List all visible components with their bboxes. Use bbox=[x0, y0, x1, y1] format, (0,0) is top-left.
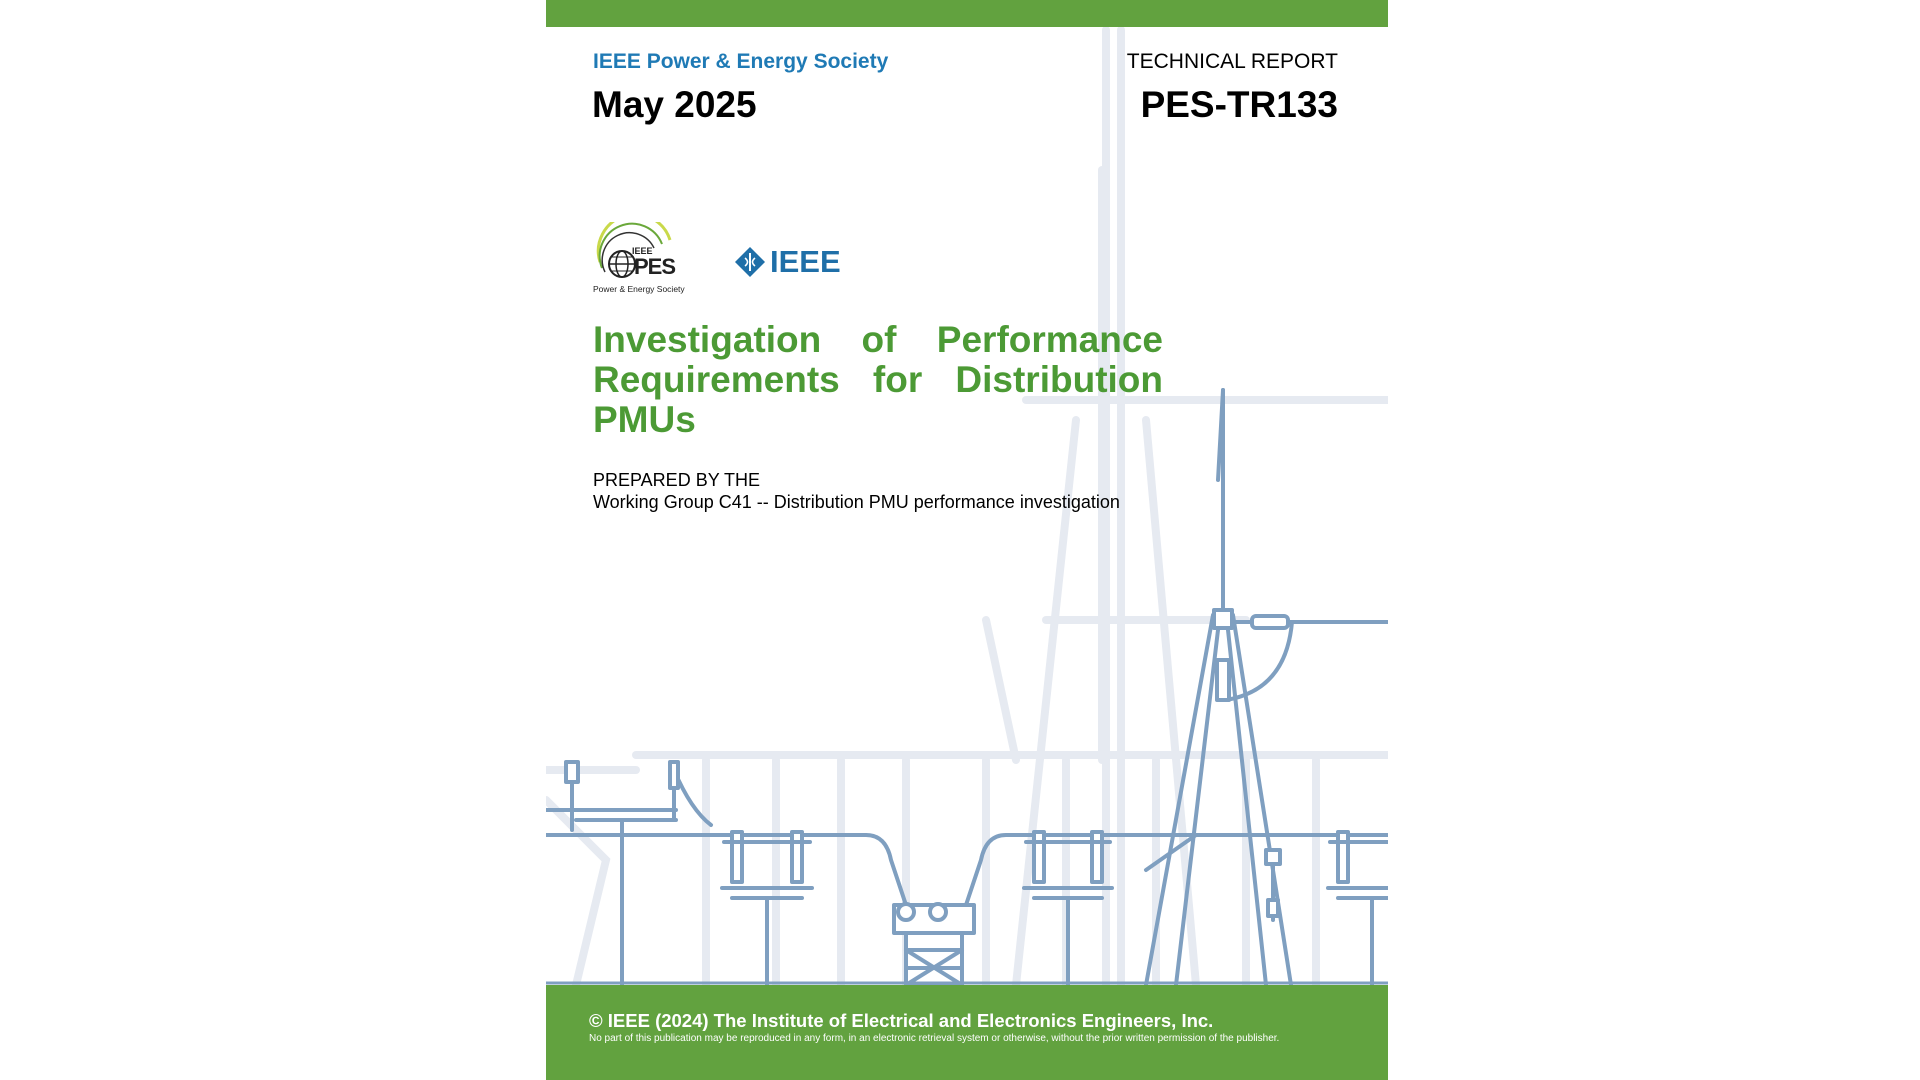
pes-logo-main-text: PES bbox=[634, 254, 676, 279]
ieee-diamond-icon bbox=[734, 246, 766, 278]
working-group-name: Working Group C41 -- Distribution PMU performance investigation bbox=[593, 492, 1120, 512]
document-title: Investigation of Performance Requirements for Distribution PMUs bbox=[593, 319, 1163, 440]
report-type-label: TECHNICAL REPORT bbox=[1126, 50, 1338, 73]
top-color-bar bbox=[546, 0, 1388, 27]
pes-logo-tagline: Power & Energy Society bbox=[593, 284, 685, 294]
pes-logo bbox=[592, 222, 700, 298]
prepared-by-label: PREPARED BY THE bbox=[593, 470, 761, 490]
reproduction-notice: No part of this publication may be reproduced in any form, in an electronic retrieval system or otherwise, without the prior written permission of the publisher. bbox=[589, 1033, 1280, 1044]
prepared-by-block bbox=[593, 469, 1120, 513]
society-name: IEEE Power & Energy Society bbox=[593, 50, 889, 73]
ieee-wordmark: IEEE bbox=[770, 244, 841, 279]
pes-logo-top-text: IEEE bbox=[632, 246, 653, 256]
ieee-logo bbox=[734, 244, 841, 280]
publication-date: May 2025 bbox=[592, 84, 757, 125]
footer-bar bbox=[546, 985, 1388, 1080]
report-number: PES-TR133 bbox=[1140, 84, 1338, 125]
copyright-notice: © IEEE (2024) The Institute of Electrical and Electronics Engineers, Inc. bbox=[589, 1010, 1214, 1031]
report-cover-page bbox=[546, 0, 1388, 1080]
